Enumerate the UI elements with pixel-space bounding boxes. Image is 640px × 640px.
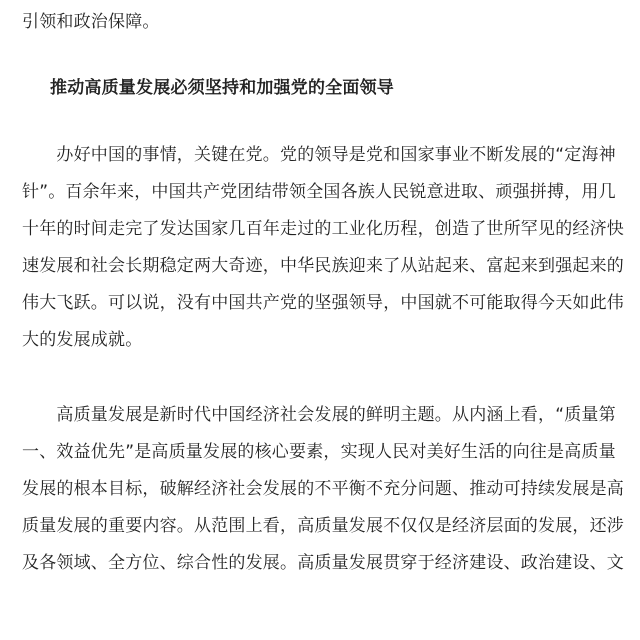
paragraph-line: 一、效益优先”是高质量发展的核心要素，实现人民对美好生活的向往是高质量	[22, 442, 616, 462]
paragraph-line: 大的发展成就。	[22, 330, 143, 350]
paragraph-line: 十年的时间走完了发达国家几百年走过的工业化历程，创造了世所罕见的经济快	[22, 219, 624, 239]
paragraph-line: 发展的根本目标，破解经济社会发展的不平衡不充分问题、推动可持续发展是高	[22, 479, 624, 499]
paragraph-line: 办好中国的事情，关键在党。党的领导是党和国家事业不断发展的“定海神	[22, 145, 616, 165]
paragraph-line: 高质量发展是新时代中国经济社会发展的鲜明主题。从内涵上看，“质量第	[22, 405, 616, 425]
paragraph-fragment: 引领和政治保障。	[22, 12, 160, 32]
section-heading: 推动高质量发展必须坚持和加强党的全面领导	[50, 78, 394, 98]
paragraph-line: 质量发展的重要内容。从范围上看，高质量发展不仅仅是经济层面的发展，还涉	[22, 516, 624, 536]
paragraph-line: 速发展和社会长期稳定两大奇迹，中华民族迎来了从站起来、富起来到强起来的	[22, 256, 624, 276]
paragraph-line: 伟大飞跃。可以说，没有中国共产党的坚强领导，中国就不可能取得今天如此伟	[22, 293, 624, 313]
paragraph-line: 及各领域、全方位、综合性的发展。高质量发展贯穿于经济建设、政治建设、文	[22, 553, 624, 573]
paragraph-line: 针”。百余年来，中国共产党团结带领全国各族人民锐意进取、顽强拼搏，用几	[22, 182, 616, 202]
